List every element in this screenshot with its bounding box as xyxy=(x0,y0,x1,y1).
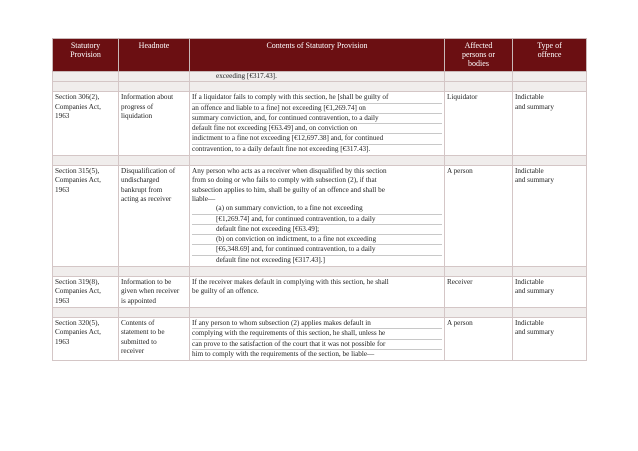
cell-text-line: complying with the requirements of this section, he shall, unless he xyxy=(192,329,442,339)
separator-row xyxy=(53,82,587,92)
cell-text-line: and summary xyxy=(515,328,554,337)
cell-text-line: receiver xyxy=(121,346,145,355)
cell-text-line: bodies xyxy=(468,59,489,68)
contents-cell xyxy=(190,166,445,267)
header-statutory-provision xyxy=(53,39,119,72)
cell-text-line: Information about xyxy=(121,93,174,102)
header-type-of-offence xyxy=(513,39,587,72)
affected-cell xyxy=(445,166,513,267)
cell-text-line: subsection applies to him, shall be guilty of an offence and shall be xyxy=(192,185,385,194)
cell-text-line: can prove to the satisfaction of the court that it was not possible for xyxy=(192,340,442,350)
cell-text-line: Statutory xyxy=(70,41,101,50)
cell-text-line: Section 306(2), xyxy=(55,93,100,102)
cell-text-line: acting as receiver xyxy=(121,194,172,203)
offence-cell xyxy=(513,92,587,156)
cell-text-line: Affected xyxy=(464,41,493,50)
table-row xyxy=(53,92,587,156)
affected-cell xyxy=(445,92,513,156)
cell-text-line: 1963 xyxy=(55,296,70,305)
cell-text-line: Companies Act, xyxy=(55,287,101,296)
cell-text-line: undischarged xyxy=(121,176,160,185)
cell-text-line: statement to be xyxy=(121,328,165,337)
table-row xyxy=(53,277,587,308)
table-row xyxy=(53,166,587,267)
cell-text-line: 1963 xyxy=(55,185,70,194)
headnote-cell xyxy=(119,317,190,360)
offences-table xyxy=(52,38,587,361)
cell-text-line: Companies Act, xyxy=(55,176,101,185)
contents-cell xyxy=(190,92,445,156)
cell-text-line: and summary xyxy=(515,287,554,296)
cell-text-line: offence xyxy=(537,50,562,59)
cell-text-line: Information to be xyxy=(121,278,172,287)
separator-row xyxy=(53,267,587,277)
cell-text-line: Receiver xyxy=(447,278,473,287)
headnote-cell xyxy=(119,166,190,267)
cell-text-line: liable— xyxy=(192,194,216,203)
cell-text-line: [€6,348.69] and, for continued contravention, to a daily xyxy=(192,245,442,255)
cell-text-line: Contents of Statutory Provision xyxy=(266,41,368,50)
continuation-text: exceeding [€317.43]. xyxy=(216,72,277,80)
table-header-row xyxy=(53,39,587,72)
cell-text-line: Section 320(5), xyxy=(55,318,100,327)
offence-cell xyxy=(513,277,587,308)
cell-text-line: Provision xyxy=(70,50,101,59)
cell-text-line: indictment to a fine not exceeding [€12,697.38] and, for continued xyxy=(192,134,442,144)
cell-text-line: submitted to xyxy=(121,337,157,346)
cell-text-line: default fine not exceeding [€317.43].] xyxy=(216,255,325,264)
cell-text-line: Indictable xyxy=(515,278,544,287)
cell-text-line: If the receiver makes default in complying with this section, he shall xyxy=(192,278,389,287)
cell-text-line: contravention, to a daily default fine not exceeding [€317.43]. xyxy=(192,144,371,153)
header-affected-persons xyxy=(445,39,513,72)
provision-cell xyxy=(53,92,119,156)
cell-text-line: (a) on summary conviction, to a fine not exceeding xyxy=(192,204,442,214)
cell-text-line: him to comply with the requirements of the section, be liable— xyxy=(192,349,375,358)
cell-text-line: Section 319(8), xyxy=(55,278,100,287)
cell-text-line: A person xyxy=(447,318,473,327)
cell-text-line: Indictable xyxy=(515,318,544,327)
offences-table-page xyxy=(52,38,586,361)
separator-row xyxy=(53,156,587,166)
cell-text-line: [€1,269.74] and, for continued contravention, to a daily xyxy=(192,215,442,225)
cell-text-line: progress of xyxy=(121,102,154,111)
cell-text-line: Any person who acts as a receiver when disqualified by this section xyxy=(192,167,387,176)
cell-text-line: an offence and liable to a fine] not exceeding [€1,269.74] on xyxy=(192,104,442,114)
headnote-cell xyxy=(119,92,190,156)
continuation-row xyxy=(53,72,587,82)
cell-text-line: persons or xyxy=(461,50,496,59)
cell-text-line: Liquidator xyxy=(447,93,478,102)
header-contents xyxy=(190,39,445,72)
offence-cell xyxy=(513,317,587,360)
cell-text-line: be guilty of an offence. xyxy=(192,287,259,296)
cell-text-line: If a liquidator fails to comply with this section, he [shall be guilty of xyxy=(192,93,442,103)
cell-text-line: default fine not exceeding [€63.49] and, on conviction on xyxy=(192,124,442,134)
provision-cell xyxy=(53,277,119,308)
cell-text-line: given when receiver xyxy=(121,287,180,296)
affected-cell xyxy=(445,277,513,308)
contents-cell xyxy=(190,277,445,308)
headnote-cell xyxy=(119,277,190,308)
cell-text-line: A person xyxy=(447,167,473,176)
header-headnote xyxy=(119,39,190,72)
cell-text-line: and summary xyxy=(515,102,554,111)
cell-text-line: (b) on conviction on indictment, to a fine not exceeding xyxy=(192,235,442,245)
provision-cell xyxy=(53,317,119,360)
cell-text-line: liquidation xyxy=(121,111,153,120)
cell-text-line: Companies Act, xyxy=(55,102,101,111)
cell-text-line: Headnote xyxy=(138,41,170,50)
cell-text-line: Disqualification of xyxy=(121,167,176,176)
cell-text-line: 1963 xyxy=(55,111,70,120)
cell-text-line: summary conviction, and, for continued contravention, to a daily xyxy=(192,114,442,124)
cell-text-line: Type of xyxy=(537,41,562,50)
cell-text-line: from so doing or who fails to comply with subsection (2), if that xyxy=(192,176,377,185)
cell-text-line: If any person to whom subsection (2) applies makes default in xyxy=(192,319,442,329)
table-row xyxy=(53,317,587,360)
cell-text-line: Indictable xyxy=(515,167,544,176)
cell-text-line: bankrupt from xyxy=(121,185,163,194)
offence-cell xyxy=(513,166,587,267)
cell-text-line: Companies Act, xyxy=(55,328,101,337)
cell-text-line: and summary xyxy=(515,176,554,185)
cell-text-line: Indictable xyxy=(515,93,544,102)
cell-text-line: Contents of xyxy=(121,318,155,327)
cell-text-line: Section 315(5), xyxy=(55,167,100,176)
affected-cell xyxy=(445,317,513,360)
separator-row xyxy=(53,307,587,317)
cell-text-line: 1963 xyxy=(55,337,70,346)
cell-text-line: default fine not exceeding [€63.49]; xyxy=(192,225,442,235)
contents-cell xyxy=(190,317,445,360)
cell-text-line: is appointed xyxy=(121,296,156,305)
provision-cell xyxy=(53,166,119,267)
